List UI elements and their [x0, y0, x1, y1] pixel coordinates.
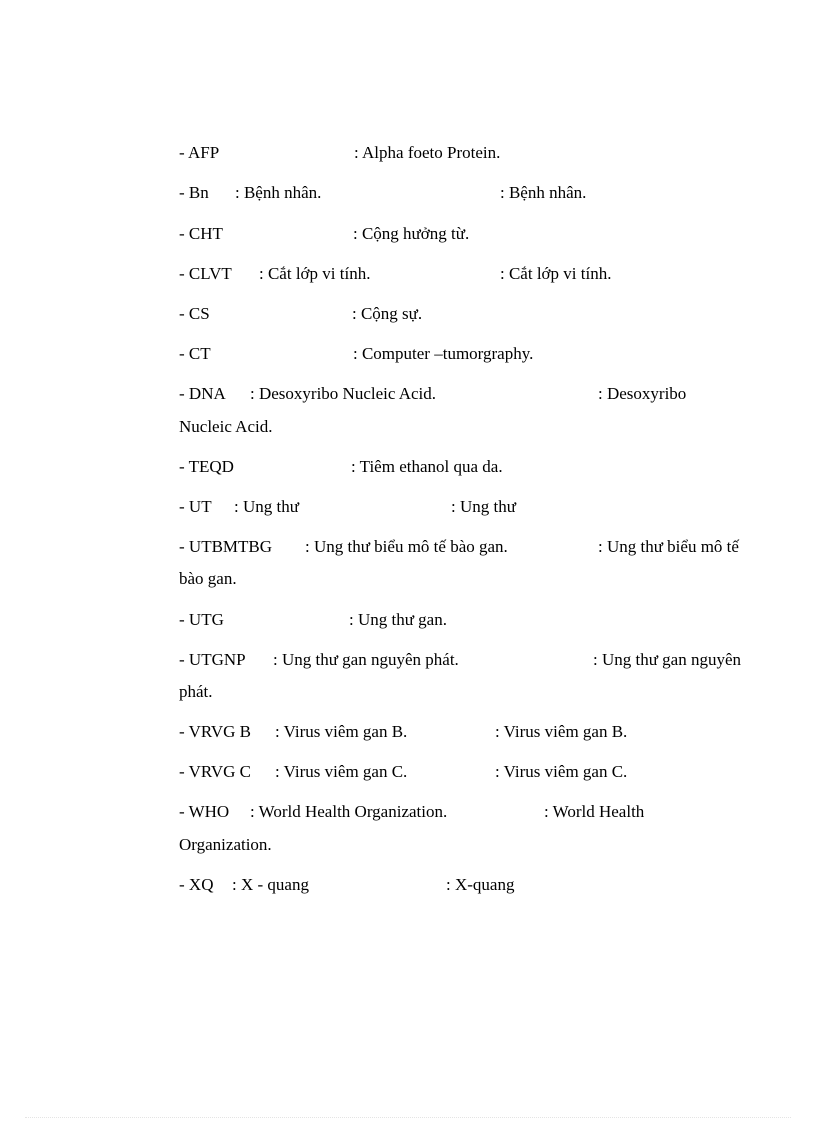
abbreviation-term: - UTGNP [179, 650, 246, 669]
abbreviation-definition-duplicate: : Virus viêm gan C. [495, 762, 628, 781]
abbreviation-definition: : Virus viêm gan C. [275, 762, 408, 781]
abbreviation-definition-duplicate: : Ung thư biểu mô tế [598, 537, 739, 556]
abbreviation-definition-duplicate: : World Health [544, 802, 645, 821]
abbreviation-continuation: bào gan. [179, 569, 237, 588]
abbreviation-term: - Bn [179, 183, 209, 202]
abbreviation-term: - CS [179, 304, 210, 323]
abbreviation-definition-duplicate: : Cắt lớp vi tính. [500, 264, 612, 283]
abbreviation-definition: : Ung thư biểu mô tế bào gan. [305, 537, 508, 556]
abbreviation-term: - VRVG B [179, 722, 252, 741]
abbreviation-term: - UTG [179, 610, 224, 629]
abbreviation-definition: : Cộng hưởng từ. [353, 224, 470, 243]
abbreviation-term: - CHT [179, 224, 223, 243]
abbreviation-definition: : Alpha foeto Protein. [354, 143, 501, 162]
abbreviation-definition-duplicate: : Bệnh nhân. [500, 183, 587, 202]
abbreviation-definition-duplicate: : X-quang [446, 875, 515, 894]
abbreviation-definition: : Bệnh nhân. [235, 183, 322, 202]
abbreviation-continuation: Nucleic Acid. [179, 417, 273, 436]
abbreviation-definition: : X - quang [232, 875, 309, 894]
abbreviation-definition: : Ung thư [234, 497, 299, 516]
abbreviation-definition: : Ung thư gan nguyên phát. [273, 650, 459, 669]
abbreviation-definition: : World Health Organization. [250, 802, 448, 821]
abbreviation-definition-duplicate: : Ung thư [451, 497, 516, 516]
abbreviation-term: - CT [179, 344, 211, 363]
abbreviation-term: - XQ [179, 875, 214, 894]
abbreviation-continuation: Organization. [179, 835, 272, 854]
abbreviation-term: - UT [179, 497, 212, 516]
abbreviation-term: - DNA [179, 384, 226, 403]
abbreviation-definition-duplicate: : Virus viêm gan B. [495, 722, 628, 741]
abbreviation-definition: : Computer –tumorgraphy. [353, 344, 534, 363]
abbreviation-continuation: phát. [179, 682, 213, 701]
abbreviation-definition-duplicate: : Desoxyribo [598, 384, 687, 403]
abbreviation-term: - WHO [179, 802, 230, 821]
abbreviation-definition: : Virus viêm gan B. [275, 722, 408, 741]
abbreviation-definition: : Tiêm ethanol qua da. [351, 457, 503, 476]
abbreviation-term: - AFP [179, 143, 220, 162]
abbreviation-definition: : Cộng sự. [352, 304, 423, 323]
abbreviation-term: - CLVT [179, 264, 232, 283]
abbreviation-definition-duplicate: : Ung thư gan nguyên [593, 650, 742, 669]
abbreviation-definition: : Cắt lớp vi tính. [259, 264, 371, 283]
abbreviation-term: - VRVG C [179, 762, 252, 781]
abbreviation-term: - TEQD [179, 457, 234, 476]
abbreviation-term: - UTBMTBG [179, 537, 273, 556]
abbreviation-definition: : Ung thư gan. [349, 610, 447, 629]
abbreviation-definition: : Desoxyribo Nucleic Acid. [250, 384, 437, 403]
page-bottom-divider [25, 1117, 791, 1118]
